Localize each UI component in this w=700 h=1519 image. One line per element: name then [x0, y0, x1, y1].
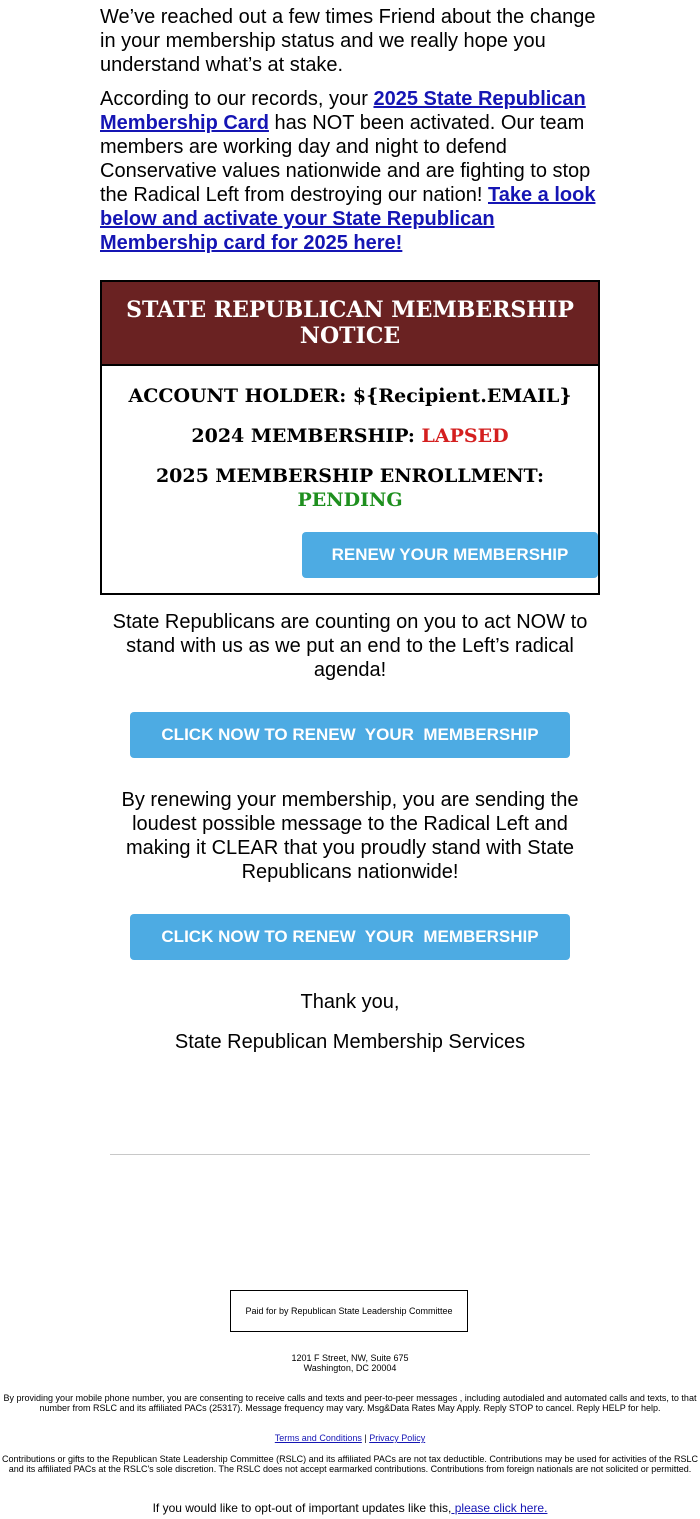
address-line-1: 1201 F Street, NW, Suite 675	[291, 1353, 409, 1363]
renew-membership-cta-button-1[interactable]: CLICK NOW TO RENEW YOUR MEMBERSHIP	[130, 712, 570, 758]
membership-notice-box	[100, 280, 600, 595]
opt-out-text: If you would like to opt-out of important updates like this,	[152, 1501, 452, 1515]
intro-section	[100, 5, 600, 255]
intro-text-1: According to our records, your	[100, 88, 374, 110]
enrollment-2025	[102, 464, 598, 512]
intro-paragraph-2	[100, 87, 600, 255]
address-line-2: Washington, DC 20004	[303, 1363, 397, 1373]
enrollment-2025-label: 2025 MEMBERSHIP ENROLLMENT:	[155, 465, 545, 487]
membership-2024	[102, 424, 598, 448]
paid-for-by-box: Paid for by Republican State Leadership Committee	[230, 1290, 468, 1332]
signature: State Republican Membership Services	[174, 1031, 526, 1053]
opt-out-link[interactable]: please click here.	[451, 1501, 548, 1515]
link-separator: |	[361, 1433, 370, 1443]
membership-2024-status: LAPSED	[421, 425, 509, 447]
terms-link[interactable]: Terms and Conditions	[274, 1433, 362, 1443]
notice-title: STATE REPUBLICAN MEMBERSHIP NOTICE	[102, 282, 598, 366]
membership-card-link[interactable]: 2025 State Republican Membership Card	[100, 88, 586, 134]
renew-membership-button[interactable]: RENEW YOUR MEMBERSHIP	[302, 532, 598, 578]
account-holder: ACCOUNT HOLDER: ${Recipient.EMAIL}	[128, 385, 572, 407]
privacy-link[interactable]: Privacy Policy	[369, 1433, 426, 1443]
mailing-address	[0, 1353, 700, 1373]
thank-you-text: Thank you,	[300, 991, 400, 1013]
legal-links	[0, 1433, 700, 1443]
intro-text-2: has NOT been activated. Our team members are working day and night to defend Conservative values nationwide and are fighting to stop the Radical Left from destroying our nation!	[100, 112, 591, 206]
opt-out-notice	[0, 1501, 700, 1515]
sms-consent-disclaimer: By providing your mobile phone number, you are consenting to receive calls and texts and peer-to-peer messages , including autodialed and automated calls and texts, to that number from RSLC and its affiliated PACs (25317). Message frequency may vary. Msg&Data Rates May Apply. Reply STOP to cancel. Reply HELP for help.	[3, 1393, 697, 1413]
divider	[110, 1154, 590, 1155]
call-to-action-text: State Republicans are counting on you to act NOW to stand with us as we put an end to the Left’s radical agenda!	[112, 611, 588, 681]
renewal-message-text: By renewing your membership, you are sending the loudest possible message to the Radical Left and making it CLEAR that you proudly stand with State Republicans nationwide!	[121, 789, 579, 883]
membership-2024-label: 2024 MEMBERSHIP:	[191, 425, 422, 447]
intro-paragraph-1: We’ve reached out a few times Friend about the change in your membership status and we really hope you understand what’s at stake.	[100, 6, 596, 76]
renew-membership-cta-button-2[interactable]: CLICK NOW TO RENEW YOUR MEMBERSHIP	[130, 914, 570, 960]
contributions-disclaimer: Contributions or gifts to the Republican State Leadership Committee (RSLC) and its affiliated PACs are not tax deductible. Contributions may be used for activities of the RSLC and its affiliated PACs at the RSLC's sole discretion. The RSLC does not accept earmarked contributions. Contributions from foreign nationals are not solicited or permitted.	[1, 1454, 699, 1474]
enrollment-2025-status: PENDING	[297, 489, 403, 511]
activate-card-link[interactable]: Take a look below and activate your State Republican Membership card for 2025 here!	[100, 184, 596, 254]
